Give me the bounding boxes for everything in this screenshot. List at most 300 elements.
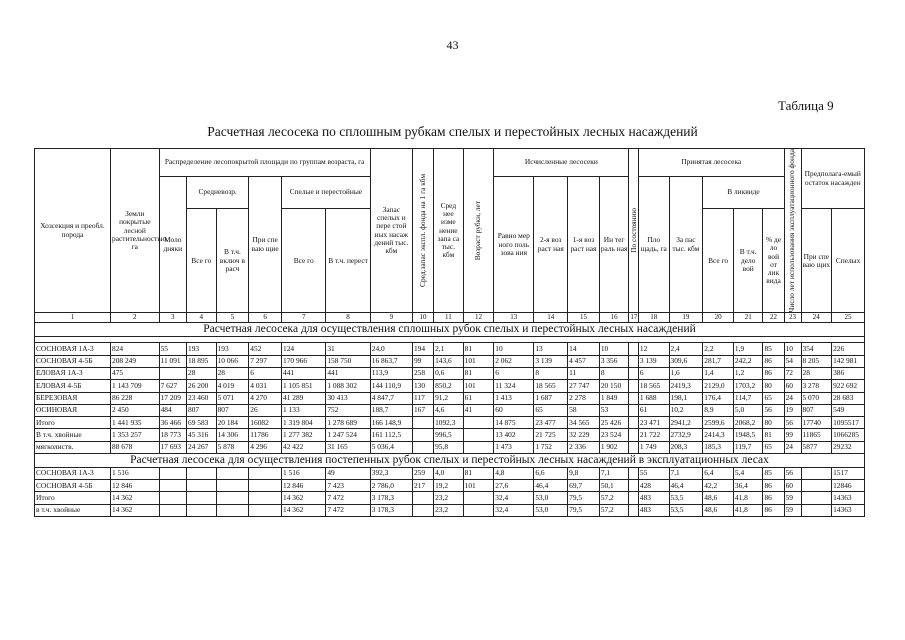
table-cell: 824 [111, 343, 160, 355]
table-cell: 5 878 [216, 441, 249, 453]
table-cell: 81 [463, 467, 494, 479]
table-cell [159, 467, 186, 479]
table-cell: 114,7 [733, 392, 763, 404]
row-label: ЕЛОВАЯ 1А-3 [35, 367, 111, 379]
table-cell: 3 178,3 [370, 504, 412, 516]
table-cell: 10,2 [669, 404, 703, 416]
row-label: ЕЛОВАЯ 4-5Б [35, 380, 111, 392]
table-cell: 24,0 [370, 343, 412, 355]
header-by-condition: По состоянию [629, 149, 639, 313]
header-cutting-age: Возраст рубки, лет [463, 149, 494, 313]
header-young: Моло дняки [159, 177, 186, 313]
table-cell: 3 139 [638, 355, 669, 367]
table-cell: 41 [463, 404, 494, 416]
table-cell: 1 353 257 [111, 429, 160, 441]
header-mature-total: Все го [282, 209, 326, 313]
table-cell: 17 209 [159, 392, 186, 404]
table-cell: 386 [832, 367, 865, 379]
table-cell: 13 402 [494, 429, 534, 441]
table-cell [629, 467, 639, 479]
table-cell: 1 143 709 [111, 380, 160, 392]
table-cell: 12 846 [282, 480, 326, 492]
table-cell: 19 [784, 404, 801, 416]
table-cell: 12846 [832, 480, 865, 492]
table-cell [629, 441, 639, 453]
row-label: Итого [35, 417, 111, 429]
table-cell [801, 467, 832, 479]
column-numbers-row [35, 313, 865, 323]
header-forest-land: Земли покрытые лесной растительностью, га [111, 149, 160, 313]
row-label: СОСНОВАЯ 4-5Б [35, 355, 111, 367]
table-cell: 6,6 [534, 467, 568, 479]
column-number: 7 [282, 313, 326, 323]
table-cell: 10 [599, 343, 629, 355]
page-number: 43 [446, 38, 459, 52]
table-cell [629, 380, 639, 392]
table-row [35, 429, 865, 441]
table-cell: 14363 [832, 504, 865, 516]
table-cell: 101 [463, 355, 494, 367]
table-cell: 3 139 [534, 355, 568, 367]
table-cell: 17740 [801, 417, 832, 429]
table-cell: 4 457 [568, 355, 600, 367]
table-cell: 11 324 [494, 380, 534, 392]
table-cell: 53 [599, 404, 629, 416]
table-cell: 922 692 [832, 380, 865, 392]
table-cell: 36,4 [733, 480, 763, 492]
table-cell [412, 441, 433, 453]
row-label: ОСИНОВАЯ [35, 404, 111, 416]
table-cell: 86 [763, 480, 784, 492]
table-cell: 12 [638, 343, 669, 355]
table-cell: 2068,2 [733, 417, 763, 429]
table-cell [412, 429, 433, 441]
table-cell: 7 423 [326, 480, 370, 492]
table-cell: 7,1 [599, 467, 629, 479]
table-cell: 124 [282, 343, 326, 355]
column-number: 6 [249, 313, 282, 323]
table-cell: 185,3 [703, 441, 734, 453]
table-cell [629, 480, 639, 492]
table-cell: 13 [534, 343, 568, 355]
header-liquid-percent: % де ло вой от лик вида [763, 209, 784, 313]
table-cell [629, 367, 639, 379]
column-number: 18 [638, 313, 669, 323]
table-cell: 57,2 [599, 492, 629, 504]
table-cell: 1 247 524 [326, 429, 370, 441]
table-cell: 3 278 [801, 380, 832, 392]
table-cell [629, 355, 639, 367]
table-cell: 31 [326, 343, 370, 355]
table-cell: 1 088 302 [326, 380, 370, 392]
column-number: 9 [370, 313, 412, 323]
table-cell: 1 688 [638, 392, 669, 404]
table-cell: 2732,9 [669, 429, 703, 441]
table-cell: 158 750 [326, 355, 370, 367]
table-cell: 56 [784, 417, 801, 429]
table-cell [216, 504, 249, 516]
row-label: Итого [35, 492, 111, 504]
table-cell: 117 [412, 392, 433, 404]
table-cell: 14 362 [282, 492, 326, 504]
table-cell [629, 404, 639, 416]
table-row [35, 492, 865, 504]
table-cell: 208,3 [669, 441, 703, 453]
table-cell: 1948,5 [733, 429, 763, 441]
table-cell: 193 [187, 343, 217, 355]
table-cell: 41,8 [733, 492, 763, 504]
table-cell: 59 [784, 492, 801, 504]
column-number: 8 [326, 313, 370, 323]
header-second-age: 2-я воз раст ная [534, 177, 568, 313]
table-cell: 1 277 382 [282, 429, 326, 441]
table-cell: 807 [216, 404, 249, 416]
table-cell: 8 205 [801, 355, 832, 367]
header-liquid-total: Все го [703, 209, 734, 313]
table-cell: 16 863,7 [370, 355, 412, 367]
table-cell: 4,0 [434, 467, 464, 479]
table-cell: 19,2 [434, 480, 464, 492]
table-cell: 60 [784, 380, 801, 392]
table-row [35, 441, 865, 453]
table-cell: 193 [216, 343, 249, 355]
table-cell: 1517 [832, 467, 865, 479]
table-cell: 18 565 [534, 380, 568, 392]
table-cell: 483 [638, 492, 669, 504]
table-cell: 60 [494, 404, 534, 416]
table-cell: 10 [784, 343, 801, 355]
section-title: Расчетная лесосека для осуществления сплошных рубок спелых и перестойных лесных насаждений [35, 323, 865, 337]
table-cell [629, 343, 639, 355]
table-cell: 85 [763, 467, 784, 479]
table-cell: 53,5 [669, 492, 703, 504]
row-label: СОСНОВАЯ 1А-3 [35, 343, 111, 355]
table-cell: 1,9 [733, 343, 763, 355]
table-cell: 20 150 [599, 380, 629, 392]
header-mature: Спелые и перестойные [282, 177, 371, 209]
table-cell: 188,7 [370, 404, 412, 416]
column-number: 12 [463, 313, 494, 323]
header-middle-age: Средневозр. [187, 177, 249, 209]
table-cell: 14 [568, 343, 600, 355]
table-cell [801, 504, 832, 516]
table-cell: 2419,3 [669, 380, 703, 392]
header-middle-included: В т.ч. включ в расч [216, 209, 249, 313]
table-cell: 26 [249, 404, 282, 416]
table-cell: 752 [326, 404, 370, 416]
table-cell: 1 687 [534, 392, 568, 404]
table-cell [216, 492, 249, 504]
column-number: 11 [434, 313, 464, 323]
table-cell [159, 480, 186, 492]
header-liquid-business: В т.ч. дело вой [733, 209, 763, 313]
table-cell: 5 070 [801, 392, 832, 404]
table-cell: 2599,6 [703, 417, 734, 429]
table-cell: 2,2 [703, 343, 734, 355]
table-cell [463, 504, 494, 516]
table-cell: 29232 [832, 441, 865, 453]
table-label: Таблица 9 [778, 98, 834, 113]
table-cell: 24 [784, 441, 801, 453]
table-cell: 36 466 [159, 417, 186, 429]
table-cell: 1,6 [669, 367, 703, 379]
table-cell: 484 [159, 404, 186, 416]
table-cell: 3 178,3 [370, 492, 412, 504]
table-cell: 1 319 804 [282, 417, 326, 429]
section-title: Расчетная лесосека для осуществления постепенных рубок спелых и перестойных лесных насаждений в эксплуатационных лесах [35, 453, 865, 467]
table-cell: 281,7 [703, 355, 734, 367]
table-cell: 48,6 [703, 504, 734, 516]
table-cell [412, 492, 433, 504]
table-cell: 144 110,9 [370, 380, 412, 392]
table-cell: 1 752 [534, 441, 568, 453]
column-number: 14 [534, 313, 568, 323]
table-cell: 194 [412, 343, 433, 355]
table-cell [249, 480, 282, 492]
table-cell [187, 492, 217, 504]
table-cell: 807 [187, 404, 217, 416]
table-cell: 2414,3 [703, 429, 734, 441]
table-cell: 54 [784, 355, 801, 367]
row-label: в т.ч. хвойные [35, 504, 111, 516]
table-cell: 428 [638, 480, 669, 492]
table-cell: 14 362 [111, 504, 160, 516]
table-cell: 2 450 [111, 404, 160, 416]
table-cell [249, 467, 282, 479]
table-cell: 69 583 [187, 417, 217, 429]
table-cell: 91,2 [434, 392, 464, 404]
table-cell: 46,4 [669, 480, 703, 492]
table-cell: 24 267 [187, 441, 217, 453]
table-cell: 1 516 [282, 467, 326, 479]
table-cell: 14 306 [216, 429, 249, 441]
table-cell: 101 [463, 480, 494, 492]
table-cell: 23,2 [434, 492, 464, 504]
column-number: 23 [784, 313, 801, 323]
table-cell: 0,6 [434, 367, 464, 379]
table-cell: 11 [568, 367, 600, 379]
table-cell: 441 [326, 367, 370, 379]
table-cell: 55 [159, 343, 186, 355]
column-number: 24 [801, 313, 832, 323]
table-cell: 86 [763, 492, 784, 504]
table-cell [412, 417, 433, 429]
header-maturing: При спе ваю щие [249, 177, 282, 313]
table-cell: 1 473 [494, 441, 534, 453]
column-number: 17 [630, 313, 638, 322]
column-number: 13 [494, 313, 534, 323]
table-cell [629, 417, 639, 429]
table-row [35, 404, 865, 416]
table-cell: 26 200 [187, 380, 217, 392]
table-cell: 549 [832, 404, 865, 416]
table-cell: 6,4 [703, 467, 734, 479]
header-accepted-stock: За пас тыс. кбм [669, 177, 703, 313]
header-expected-remainder: Предполага-емый остаток насажден [801, 149, 865, 209]
table-cell: 69,7 [568, 480, 600, 492]
table-cell: 5,0 [733, 404, 763, 416]
table-cell: 65 [763, 392, 784, 404]
table-cell: 4 019 [216, 380, 249, 392]
table-cell: 28 [801, 367, 832, 379]
table-cell: 2 786,0 [370, 480, 412, 492]
table-cell: 17 693 [159, 441, 186, 453]
table-cell: 28 683 [832, 392, 865, 404]
table-cell: 1703,2 [733, 380, 763, 392]
table-cell: 23 471 [638, 417, 669, 429]
header-accepted-cutting: Принятая лесосека [638, 149, 784, 177]
table-cell: 81 [463, 367, 494, 379]
table-cell: 16082 [249, 417, 282, 429]
table-cell [187, 480, 217, 492]
table-cell: 14363 [832, 492, 865, 504]
header-age-distribution: Распределение лесопокрытой площади по группам возраста, га [159, 149, 370, 177]
table-cell: 217 [412, 480, 433, 492]
table-cell: 2,4 [669, 343, 703, 355]
table-cell: 208 249 [111, 355, 160, 367]
header-remainder-maturing: При спе ваю щих [801, 209, 832, 313]
row-label: мягколиств. [35, 441, 111, 453]
table-cell [463, 441, 494, 453]
table-cell: 1 133 [282, 404, 326, 416]
header-overmature: В т.ч. перест [326, 209, 370, 313]
table-cell: 1 749 [638, 441, 669, 453]
table-cell [629, 504, 639, 516]
table-cell: 21 722 [638, 429, 669, 441]
table-cell: 452 [249, 343, 282, 355]
table-cell [159, 492, 186, 504]
table-cell: 80 [763, 417, 784, 429]
table-cell: 5 036,4 [370, 441, 412, 453]
header-first-age: 1-я воз раст ная [568, 177, 600, 313]
table-cell: 4 847,7 [370, 392, 412, 404]
table-cell: 23,2 [434, 504, 464, 516]
table-cell: 309,6 [669, 355, 703, 367]
table-cell: 50,1 [599, 480, 629, 492]
table-cell: 14 362 [282, 504, 326, 516]
header-integral: Ин тег раль ная [599, 177, 629, 313]
table-cell: 59 [784, 504, 801, 516]
table-cell: 1092,3 [434, 417, 464, 429]
table-cell: 1 849 [599, 392, 629, 404]
table-cell: 166 148,9 [370, 417, 412, 429]
header-years-use: Число лет использования эксплуатационного фонда [784, 149, 801, 313]
table-cell [801, 480, 832, 492]
table-cell [629, 429, 639, 441]
header-area: Пло щадь, га [638, 177, 669, 313]
table-cell: 170 966 [282, 355, 326, 367]
table-cell [463, 417, 494, 429]
table-cell: 2,1 [434, 343, 464, 355]
header-remainder-mature: Спелых [832, 209, 865, 313]
table-cell: 32,4 [494, 492, 534, 504]
row-label: В т.ч. хвойные [35, 429, 111, 441]
column-number: 16 [599, 313, 629, 323]
table-row [35, 504, 865, 516]
table-cell: 80 [763, 380, 784, 392]
table-cell: 11 091 [159, 355, 186, 367]
table-cell: 86 [763, 367, 784, 379]
column-number: 20 [703, 313, 734, 323]
table-cell: 7 297 [249, 355, 282, 367]
table-cell: 4 031 [249, 380, 282, 392]
column-number: 15 [568, 313, 600, 323]
table-cell: 8 [599, 367, 629, 379]
table-cell: 81 [463, 343, 494, 355]
column-number: 5 [216, 313, 249, 323]
table-cell: 18 895 [187, 355, 217, 367]
table-cell: 86 [763, 504, 784, 516]
table-cell: 27 747 [568, 380, 600, 392]
column-number: 2 [111, 313, 160, 323]
table-cell: 46,4 [534, 480, 568, 492]
table-cell: 86 [763, 355, 784, 367]
table-cell: 7 627 [159, 380, 186, 392]
table-cell: 53,0 [534, 492, 568, 504]
table-row [35, 367, 865, 379]
table-row [35, 355, 865, 367]
table-cell [249, 504, 282, 516]
column-number: 4 [187, 313, 217, 323]
table-cell: 1066285 [832, 429, 865, 441]
header-liquid: В ликвиде [703, 177, 784, 209]
table-cell: 28 [187, 367, 217, 379]
table-cell: 28 [216, 367, 249, 379]
table-cell [463, 492, 494, 504]
table-cell [187, 504, 217, 516]
table-cell: 85 [763, 343, 784, 355]
table-cell: 4 270 [249, 392, 282, 404]
row-label: СОСНОВАЯ 4-5Б [35, 480, 111, 492]
column-number: 21 [733, 313, 763, 323]
table-cell [463, 429, 494, 441]
table-cell: 21 725 [534, 429, 568, 441]
column-number: 19 [669, 313, 703, 323]
table-cell: 32 229 [568, 429, 600, 441]
table-cell: 18 773 [159, 429, 186, 441]
table-cell: 1 902 [599, 441, 629, 453]
table-cell: 996,5 [434, 429, 464, 441]
table-cell: 79,5 [568, 492, 600, 504]
header-farm-section: Хозсекция и преобл. порода [35, 149, 111, 313]
table-cell: 2129,0 [703, 380, 734, 392]
table-cell: 14 362 [111, 492, 160, 504]
header-calculated-cuttings: Исчисленные лесосеки [494, 149, 629, 177]
table-row [35, 480, 865, 492]
table-cell: 49 [326, 467, 370, 479]
table-cell: 86 228 [111, 392, 160, 404]
table-cell: 20 184 [216, 417, 249, 429]
table-cell: 161 112,5 [370, 429, 412, 441]
table-cell: 18 565 [638, 380, 669, 392]
table-cell: 72 [784, 367, 801, 379]
table-row [35, 467, 865, 479]
table-row [35, 417, 865, 429]
table-cell: 41,8 [733, 504, 763, 516]
table-cell: 242,2 [733, 355, 763, 367]
table-cell: 27,6 [494, 480, 534, 492]
table-cell [629, 392, 639, 404]
table-cell: 32,4 [494, 504, 534, 516]
table-cell: 14 875 [494, 417, 534, 429]
table-cell [249, 492, 282, 504]
table-cell: 130 [412, 380, 433, 392]
table-cell: 57,2 [599, 504, 629, 516]
table-cell: 79,5 [568, 504, 600, 516]
table-cell: 55 [638, 467, 669, 479]
table-cell: 34 565 [568, 417, 600, 429]
table-cell: 1 516 [111, 467, 160, 479]
